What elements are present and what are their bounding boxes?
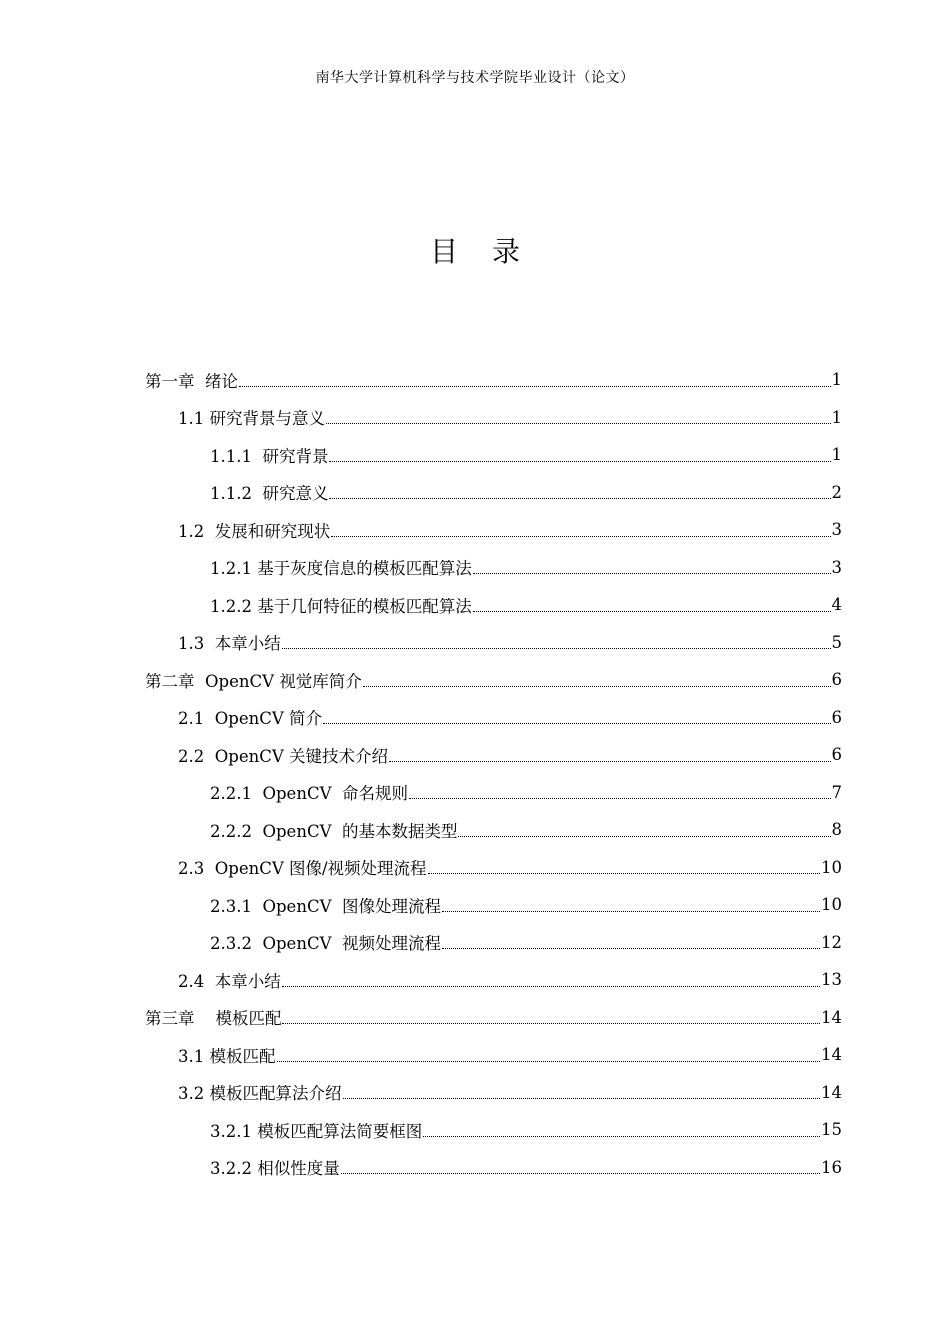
toc-dot-leader [341,1172,820,1174]
toc-entry[interactable] [0,624,842,662]
toc-entry-page-number: 1 [831,445,842,465]
toc-entry-page-number: 6 [831,745,842,765]
toc-entry[interactable] [0,811,842,849]
toc-entry-title: 1.2.2 基于几何特征的模板匹配算法 [210,596,472,616]
toc-entry-page-number: 14 [821,1007,842,1027]
toc-entry[interactable] [0,999,842,1037]
toc-entry-title: 1.1.1 研究背景 [210,446,329,466]
toc-entry-page-number: 10 [821,895,842,915]
toc-entry[interactable] [0,774,842,812]
toc-entry[interactable] [0,399,842,437]
toc-entry-title: 3.2.1 模板匹配算法简要框图 [210,1121,423,1141]
toc-entry-title: 1.2.1 基于灰度信息的模板匹配算法 [210,559,472,579]
toc-entry-title: 第一章 绪论 [145,371,238,391]
toc-dot-leader [423,1135,820,1137]
toc-entry-title: 第三章 模板匹配 [145,1009,282,1029]
toc-entry-page-number: 1 [831,370,842,390]
toc-entry-title: 2.3 OpenCV 图像/视频处理流程 [178,859,427,879]
toc-entry-page-number: 8 [831,820,842,840]
toc-entry[interactable] [0,699,842,737]
toc-entry-title: 2.2.2 OpenCV 的基本数据类型 [210,821,458,841]
toc-entry[interactable] [0,511,842,549]
toc-entry-page-number: 3 [831,520,842,540]
toc-entry-title: 2.2.1 OpenCV 命名规则 [210,784,408,804]
toc-entry-title: 2.2 OpenCV 关键技术介绍 [178,746,388,766]
toc-dot-leader [442,947,820,949]
toc-entry-page-number: 6 [831,707,842,727]
toc-entry-title: 3.2 模板匹配算法介绍 [178,1084,342,1104]
toc-entry-page-number: 4 [831,595,842,615]
toc-entry[interactable] [0,886,842,924]
toc-entry[interactable] [0,436,842,474]
toc-dot-leader [323,722,831,724]
toc-entry[interactable] [0,661,842,699]
toc-entry-page-number: 16 [821,1157,842,1177]
toc-entry-title: 第二章 OpenCV 视觉库简介 [145,671,362,691]
toc-dot-leader [282,1022,820,1024]
toc-dot-leader [442,910,820,912]
toc-entry-title: 2.3.1 OpenCV 图像处理流程 [210,896,441,916]
toc-entry-page-number: 6 [831,670,842,690]
toc-entry-page-number: 14 [821,1045,842,1065]
toc-entry[interactable] [0,1036,842,1074]
toc-entry[interactable] [0,474,842,512]
toc-entry[interactable] [0,1111,842,1149]
toc-entry-page-number: 1 [831,407,842,427]
toc-title-char-2: 录 [492,235,521,268]
toc-dot-leader [329,497,830,499]
toc-entry-title: 2.3.2 OpenCV 视频处理流程 [210,934,441,954]
toc-entry-page-number: 14 [821,1082,842,1102]
toc-entry[interactable] [0,549,842,587]
toc-dot-leader [326,422,831,424]
toc-dot-leader [473,572,831,574]
toc-entry-title: 1.1 研究背景与意义 [178,409,325,429]
toc-dot-leader [473,610,831,612]
toc-dot-leader [458,835,830,837]
toc-entry-page-number: 2 [831,482,842,502]
toc-entry-title: 1.3 本章小结 [178,634,281,654]
toc-entry-title: 3.2.2 相似性度量 [210,1159,340,1179]
toc-entry[interactable] [0,924,842,962]
toc-dot-leader [389,760,831,762]
toc-dot-leader [343,1097,821,1099]
toc-dot-leader [277,1060,821,1062]
toc-entry-page-number: 5 [831,632,842,652]
toc-dot-leader [428,872,820,874]
toc-entry-title: 2.4 本章小结 [178,971,281,991]
toc-entry-page-number: 3 [831,557,842,577]
toc-entry-page-number: 10 [821,857,842,877]
toc-title [0,232,950,272]
toc-entry[interactable] [0,361,842,399]
toc-entry[interactable] [0,586,842,624]
toc-entry[interactable] [0,849,842,887]
toc-dot-leader [239,385,831,387]
toc-dot-leader [409,797,831,799]
toc-dot-leader [282,985,820,987]
page-header: 南华大学计算机科学与技术学院毕业设计（论文） [315,70,635,86]
toc-entry-page-number: 13 [821,970,842,990]
toc-entry[interactable] [0,1074,842,1112]
toc-entry-title: 2.1 OpenCV 简介 [178,709,322,729]
toc-entry-title: 1.2 发展和研究现状 [178,521,331,541]
table-of-contents [0,361,950,1186]
toc-dot-leader [329,460,830,462]
toc-dot-leader [331,535,830,537]
toc-entry-page-number: 12 [821,932,842,952]
toc-entry-page-number: 15 [821,1120,842,1140]
toc-dot-leader [282,647,831,649]
toc-entry-title: 1.1.2 研究意义 [210,484,329,504]
toc-title-char-1: 目 [429,235,458,268]
toc-dot-leader [363,685,831,687]
toc-entry[interactable] [0,1149,842,1187]
toc-entry[interactable] [0,961,842,999]
toc-entry[interactable] [0,736,842,774]
toc-entry-page-number: 7 [831,782,842,802]
toc-entry-title: 3.1 模板匹配 [178,1046,276,1066]
